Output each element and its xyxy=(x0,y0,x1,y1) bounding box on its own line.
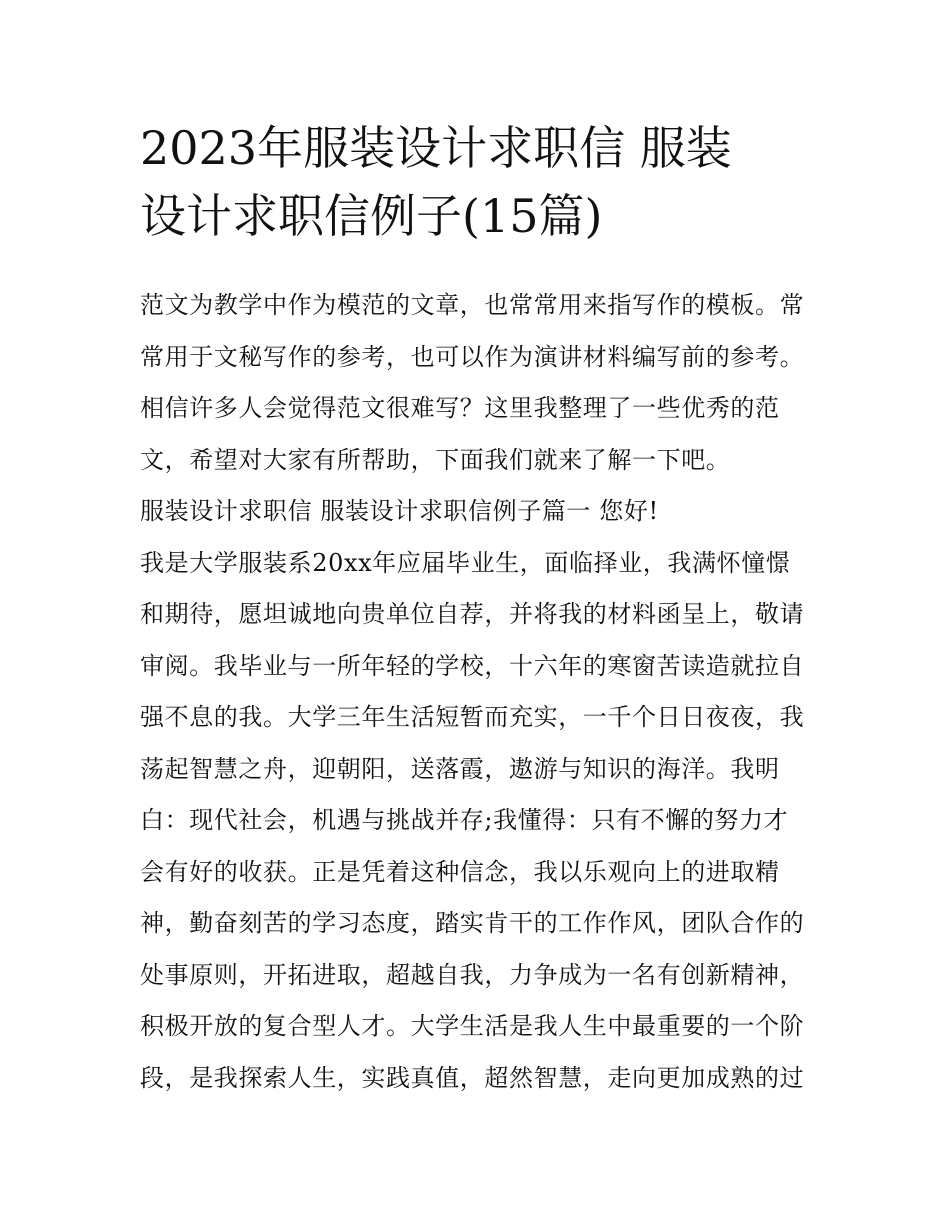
document-body xyxy=(140,280,820,1104)
body-line: 积极开放的复合型人才。大学生活是我人生中最重要的一个阶 xyxy=(140,1012,805,1040)
body-line: 我是大学服装系20xx年应届毕业生，面临择业，我满怀憧憬 xyxy=(140,548,791,577)
body-line: 文，希望对大家有所帮助，下面我们就来了解一下吧。 xyxy=(140,445,731,474)
body-line: 审阅。我毕业与一所年轻的学校，十六年的寒窗苦读造就拉自 xyxy=(140,651,805,680)
body-line: 相信许多人会觉得范文很难写？这里我整理了一些优秀的范 xyxy=(140,394,780,422)
title-line-2: 设计求职信例子(15篇) xyxy=(140,189,603,243)
body-line: 处事原则，开拓进取，超越自我，力争成为一名有创新精神， xyxy=(140,960,805,989)
body-line: 荡起智慧之舟，迎朝阳，送落霞，遨游与知识的海洋。我明 xyxy=(140,754,780,783)
document-title xyxy=(140,114,830,250)
title-line-1: 2023年服装设计求职信 服装 xyxy=(140,121,732,175)
body-line: 服装设计求职信 服装设计求职信例子篇一 您好! xyxy=(140,497,659,525)
body-line: 和期待，愿坦诚地向贵单位自荐，并将我的材料函呈上，敬请 xyxy=(140,600,805,628)
body-line: 常用于文秘写作的参考，也可以作为演讲材料编写前的参考。 xyxy=(140,342,805,371)
body-line: 白：现代社会，机遇与挑战并存;我懂得：只有不懈的努力才 xyxy=(140,806,789,834)
body-line: 神，勤奋刻苦的学习态度，踏实肯干的工作作风，团队合作的 xyxy=(140,909,805,937)
body-line: 会有好的收获。正是凭着这种信念，我以乐观向上的进取精 xyxy=(140,857,780,886)
body-line: 范文为教学中作为模范的文章，也常常用来指写作的模板。常 xyxy=(140,291,805,319)
body-line: 段，是我探索人生，实践真值，超然智慧，走向更加成熟的过 xyxy=(140,1063,805,1092)
body-line: 强不息的我。大学三年生活短暂而充实，一千个日日夜夜，我 xyxy=(140,703,805,731)
